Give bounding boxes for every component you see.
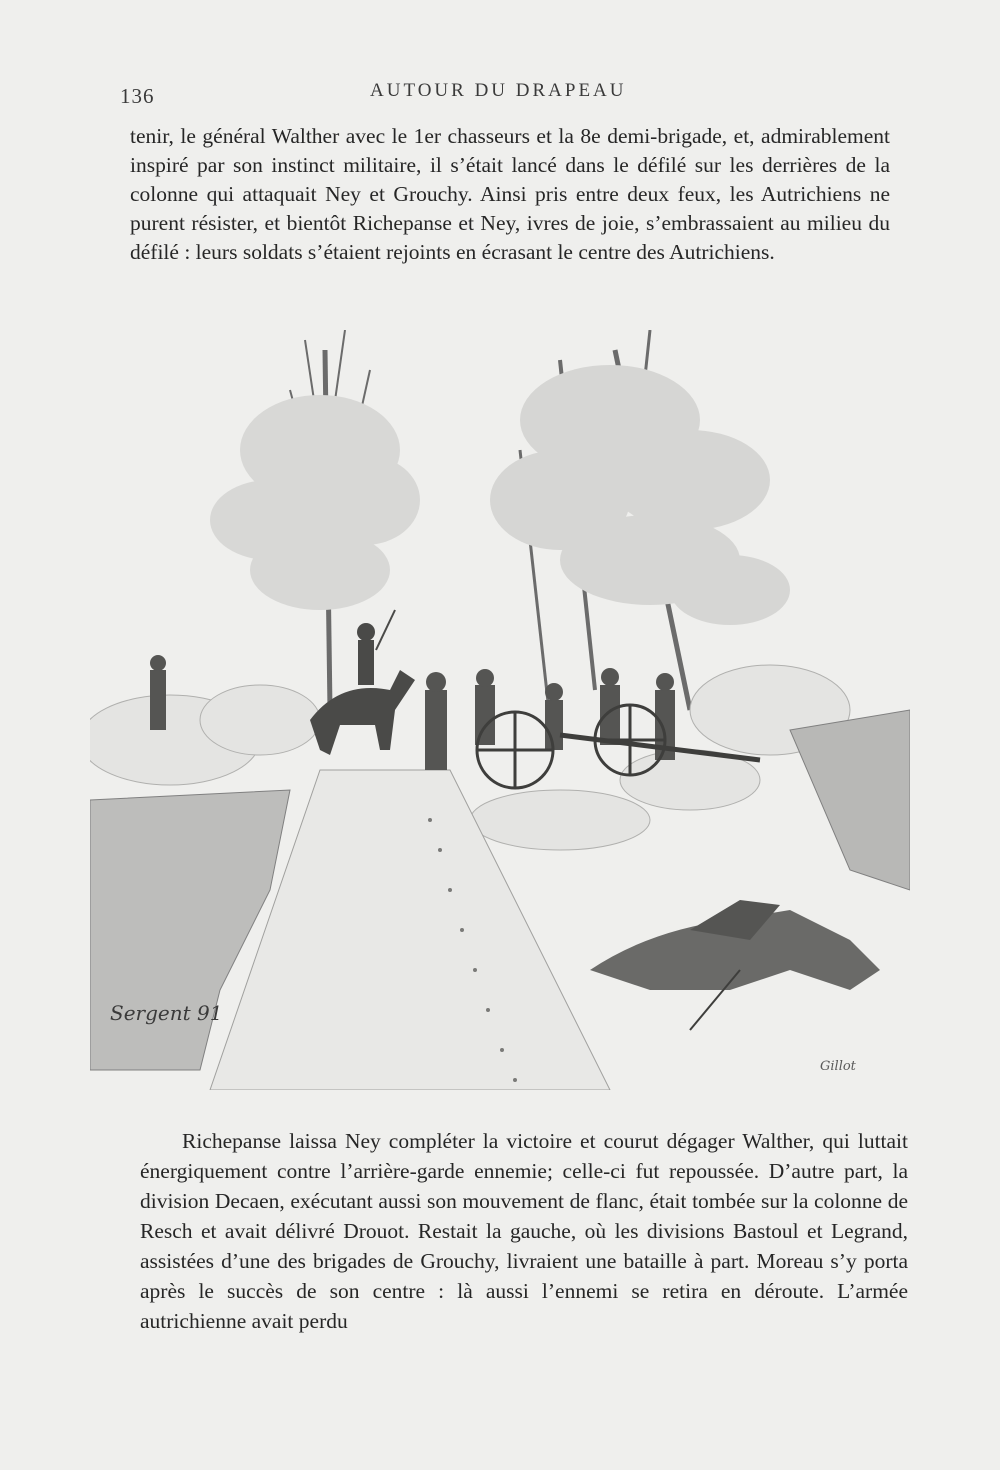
foliage-left xyxy=(210,395,420,610)
fallen-soldiers xyxy=(590,900,880,1030)
paragraph-top: tenir, le général Walther avec le 1er chasseurs et la 8e demi-brigade, et, admirablement inspiré par son instinct militaire, il s’était lancé dans le défilé sur les derrières de la colonne qui attaquait Ney et Grouchy. Ainsi pris entre deux feux, les Autrichiens ne purent résister, et bientôt Richepanse et Ney, ivres de joie, s’embrassaient au milieu du défilé : leurs soldats s’étaient rejoints en écrasant le centre des Autrichiens. xyxy=(130,124,890,264)
page-number: 136 xyxy=(120,84,155,108)
artist-signature: Sergent 91 xyxy=(110,1001,223,1025)
paragraph-bottom: Richepanse laissa Ney compléter la victoire et courut dégager Walther, qui luttait énergiquement contre l’arrière-garde ennemie; celle-ci fut repoussée. D’autre part, la division Decaen, exécutant aussi son mouvement de flanc, était tombée sur la colonne de Resch et avait délivré Drouot. Restait la gauche, où les divisions Bastoul et Legrand, assistées d’une des brigades de Grouchy, livraient une bataille à part. Moreau s’y porta après le succès de son centre : là aussi l’ennemi se retira en déroute. L’armée autrichienne avait perdu xyxy=(140,1129,908,1333)
mounted-officer xyxy=(310,610,415,755)
right-bank xyxy=(790,710,910,890)
running-title: AUTOUR DU DRAPEAU xyxy=(370,80,627,101)
engraver-mark: Gillot xyxy=(820,1059,856,1074)
battle-illustration xyxy=(90,330,910,1090)
